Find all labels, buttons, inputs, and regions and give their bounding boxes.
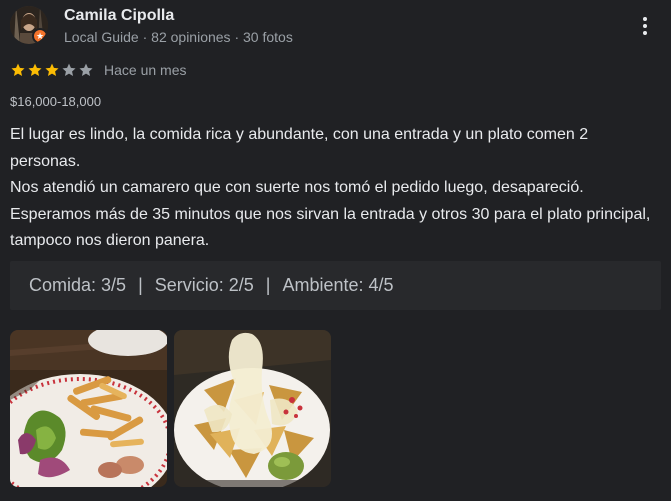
rating-servicio: Servicio: 2/5 bbox=[154, 275, 254, 295]
star-filled-icon bbox=[27, 62, 43, 78]
star-empty-icon bbox=[61, 62, 77, 78]
food-photo-fries-salad-icon bbox=[10, 330, 167, 487]
local-guide-badge-icon: ★ bbox=[32, 28, 48, 44]
review-date: Hace un mes bbox=[104, 62, 187, 78]
reviewer-meta: Local Guide · 82 opiniones · 30 fotos bbox=[64, 29, 293, 45]
separator: | bbox=[265, 275, 271, 295]
rating-ambiente: Ambiente: 4/5 bbox=[282, 275, 394, 295]
review-photos bbox=[10, 330, 331, 487]
review-text: El lugar es lindo, la comida rica y abundante, con una entrada y un plato comen 2 personas. Nos atendió un camarero que con suerte nos tomó el pedido luego, desapareció. Esperamos más de 35 minutos que nos sirvan la entrada y otros 30 para el plato principal, tampoco nos dieron panera. bbox=[10, 126, 651, 249]
review-photo-2[interactable] bbox=[174, 330, 331, 487]
review-photo-1[interactable] bbox=[10, 330, 167, 487]
rating-comida: Comida: 3/5 bbox=[29, 275, 127, 295]
food-photo-nachos-icon bbox=[174, 330, 331, 487]
reviewer-name[interactable]: Camila Cipolla bbox=[64, 7, 175, 24]
rating-row bbox=[10, 60, 186, 80]
star-filled-icon bbox=[10, 62, 26, 78]
more-options-icon[interactable] bbox=[633, 12, 657, 40]
star-filled-icon bbox=[44, 62, 60, 78]
star-empty-icon bbox=[78, 62, 94, 78]
separator: | bbox=[138, 275, 143, 295]
star-rating bbox=[10, 62, 94, 78]
review-header bbox=[10, 6, 671, 50]
sub-ratings bbox=[10, 261, 661, 310]
avatar[interactable] bbox=[10, 6, 48, 44]
price-range: $16,000-18,000 bbox=[10, 94, 102, 109]
